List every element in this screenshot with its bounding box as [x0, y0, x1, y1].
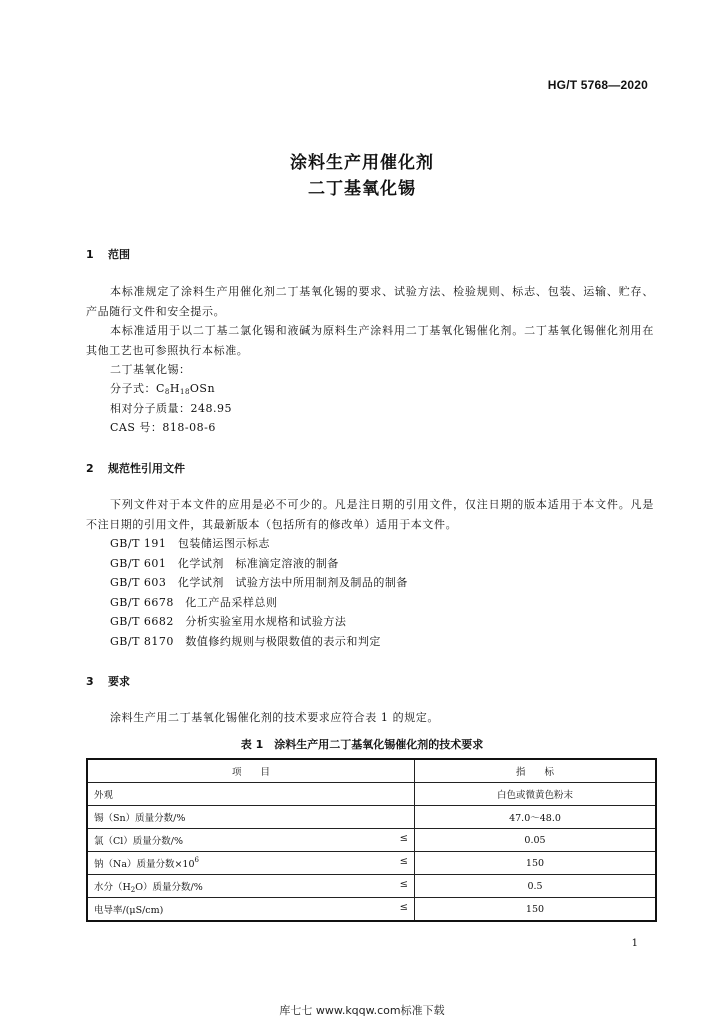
item-cell [87, 898, 415, 922]
section-number: 1 [86, 248, 94, 261]
table-row [87, 806, 656, 829]
item-label: 水分（H [94, 881, 131, 893]
section-title: 范围 [108, 248, 130, 261]
value-cell: 0.5 [415, 875, 657, 898]
molecular-formula-line [110, 380, 215, 396]
table-row [87, 829, 656, 852]
section-number: 2 [86, 462, 94, 475]
table-header-row [87, 759, 656, 783]
item-cell [87, 875, 415, 898]
section-title: 规范性引用文件 [108, 462, 185, 475]
section-title: 要求 [108, 675, 130, 688]
footer-watermark-text: 库七七 www.kqqw.com标准下载 [279, 1004, 445, 1017]
section-1-heading [86, 246, 130, 262]
section-2-paragraph-1: 下列文件对于本文件的应用是必不可少的。凡是注日期的引用文件，仅注日期的版本适用于本文件。凡是不注日期的引用文件，其最新版本（包括所有的修改单）适用于本文件。 [86, 498, 654, 531]
item-cell [87, 783, 415, 806]
item-label: 锡（Sn）质量分数/% [94, 813, 186, 824]
formula-c-subscript: 8 [164, 388, 170, 396]
item-label-rest: O）质量分数/% [135, 881, 203, 893]
comparator-symbol: ≤ [399, 856, 408, 867]
value-cell: 150 [415, 898, 657, 922]
comparator-symbol: ≤ [399, 833, 408, 844]
item-label: 钠（Na）质量分数×10 [94, 859, 195, 870]
reference-item: GB/T 6678 化工产品采样总则 [110, 596, 278, 609]
formula-rest: OSn [189, 382, 216, 395]
comparator-symbol: ≤ [399, 902, 408, 913]
section-1-paragraph-1: 本标准规定了涂料生产用催化剂二丁基氧化锡的要求、试验方法、检验规则、标志、包装、运输、贮存、产品随行文件和安全提示。 [86, 285, 654, 318]
column-header-item: 项 目 [87, 759, 415, 783]
formula-h-subscript: 18 [179, 388, 190, 396]
standard-code: HG/T 5768—2020 [547, 78, 648, 92]
item-label: 外观 [94, 790, 114, 801]
requirements-table [86, 758, 657, 922]
table-caption: 表 1 涂料生产用二丁基氧化锡催化剂的技术要求 [240, 738, 484, 751]
reference-item: GB/T 603 化学试剂 试验方法中所用制剂及制品的制备 [110, 576, 408, 589]
reference-item: GB/T 601 化学试剂 标准滴定溶液的制备 [110, 557, 339, 570]
reference-item: GB/T 191 包装储运图示标志 [110, 537, 270, 550]
formula-label: 分子式： [110, 382, 156, 395]
page-number: 1 [631, 938, 638, 949]
value-cell: 0.05 [415, 829, 657, 852]
reference-item: GB/T 6682 分析实验室用水规格和试验方法 [110, 615, 347, 628]
formula-c: C [156, 382, 165, 395]
document-title-line2: 二丁基氧化锡 [308, 179, 416, 199]
comparator-symbol: ≤ [399, 878, 408, 890]
table-row [87, 875, 656, 898]
item-label: 电导率/(μS/cm) [94, 905, 164, 916]
document-title-line1: 涂料生产用催化剂 [290, 153, 434, 173]
section-3-paragraph-1: 涂料生产用二丁基氧化锡催化剂的技术要求应符合表 1 的规定。 [110, 711, 439, 724]
value-cell: 150 [415, 852, 657, 875]
item-label: 氯（Cl）质量分数/% [94, 836, 184, 847]
item-cell [87, 852, 415, 875]
section-2-heading [86, 460, 185, 476]
item-subscript: 2 [130, 885, 136, 894]
reference-item: GB/T 8170 数值修约规则与极限数值的表示和判定 [110, 635, 381, 648]
item-superscript: 6 [194, 856, 199, 864]
table-row [87, 783, 656, 806]
item-cell [87, 829, 415, 852]
column-header-index: 指 标 [415, 759, 657, 783]
table-row [87, 898, 656, 922]
item-cell [87, 806, 415, 829]
value-cell: 47.0～48.0 [415, 806, 657, 829]
section-3-heading [86, 673, 130, 689]
molecular-mass-line: 相对分子质量：248.95 [110, 402, 232, 415]
formula-h: H [169, 382, 180, 395]
cas-number-line: CAS 号：818-08-6 [110, 421, 216, 434]
compound-name-line: 二丁基氧化锡： [110, 363, 191, 376]
section-number: 3 [86, 675, 94, 688]
section-1-paragraph-2: 本标准适用于以二丁基二氯化锡和液碱为原料生产涂料用二丁基氧化锡催化剂。二丁基氧化锡催化剂用在其他工艺也可参照执行本标准。 [86, 324, 654, 357]
table-row [87, 852, 656, 875]
value-cell: 白色或微黄色粉末 [415, 783, 657, 806]
